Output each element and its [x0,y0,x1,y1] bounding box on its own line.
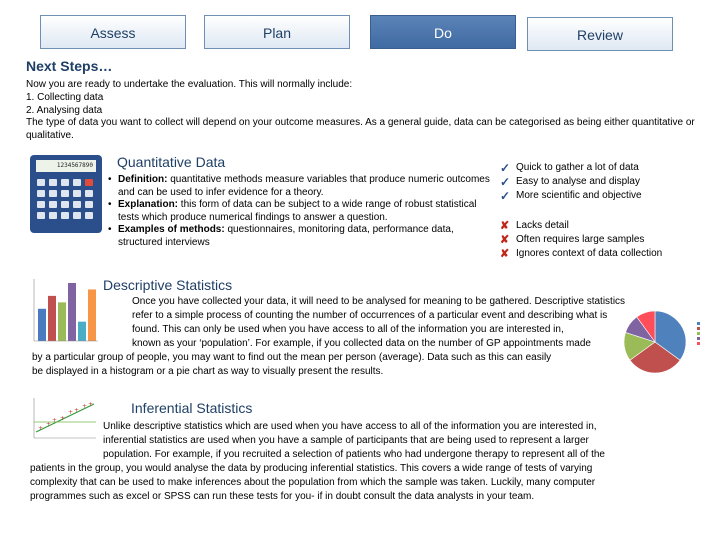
pie-legend-swatch [697,332,700,335]
calculator-key [73,212,81,219]
next-steps-title: Next Steps… [26,58,113,74]
bar [48,296,56,341]
calculator-key [49,212,57,219]
definition-label: Definition: [118,174,168,185]
calculator-key [49,190,57,197]
pie-legend-swatch [697,322,700,325]
pie-chart-illustration [621,298,713,382]
calculator-key [73,201,81,208]
inferential-line: complexity that can be used to make inferences about the population from which the sample was taken. Luckily, many computer [30,477,596,488]
tab-assess[interactable]: Assess [40,15,186,49]
descriptive-line: be displayed in a histogram or a pie chart as way to visually present the results. [32,366,384,377]
pie-legend-swatch [697,337,700,340]
calculator-key [85,201,93,208]
calculator-key [37,201,45,208]
scatter-point: + [88,401,94,408]
scatter-point: + [82,403,88,410]
calculator-key [49,201,57,208]
pro-text: More scientific and objective [516,190,642,201]
next-steps-intro [26,79,706,143]
calculator-key [85,179,93,186]
quantitative-list [106,174,491,250]
con-text: Lacks detail [516,220,569,231]
inferential-line: patients in the group, you would analyse the data by producing inferential statistics. This covers a wide range of tests of varying [30,463,593,474]
check-icon: ✓ [500,189,511,203]
descriptive-line: refer to a simple process of counting the number of occurrences of a particular event and describing what is [132,310,608,321]
calculator-key [61,201,69,208]
calculator-key [37,190,45,197]
pro-text: Easy to analyse and display [516,176,640,187]
scatter-plot-illustration [28,396,98,442]
step-analysing: 2. Analysing data [26,104,103,116]
calculator-icon [30,155,102,233]
pro-text: Quick to gather a lot of data [516,162,639,173]
con-text: Often requires large samples [516,234,645,245]
scatter-point: + [74,407,80,414]
inferential-line: programmes such as excel or SPSS can run these tests for you- if in doubt consult the data analysts in your team. [30,491,535,502]
bar [58,302,66,341]
calculator-key [61,190,69,197]
check-icon: ✓ [500,175,511,189]
calculator-key [85,190,93,197]
explanation-label: Explanation: [118,199,179,211]
calculator-key [61,212,69,219]
pie-legend-swatch [697,327,700,330]
calculator-display: 1234567890 [36,160,96,172]
quantitative-title: Quantitative Data [117,154,226,170]
cross-icon: ✘ [500,220,510,232]
list-item [106,174,491,199]
inferential-line: Unlike descriptive statistics which are used when you have access to all of the information you are interested in, [103,421,597,432]
step-collecting: 1. Collecting data [26,91,104,103]
bar-chart-illustration [28,277,98,345]
con-text: Ignores context of data collection [516,248,663,259]
check-icon: ✓ [500,161,511,175]
scatter-point: + [60,415,66,422]
scatter-point: + [68,409,74,416]
inferential-line: population. For example, if you recruited a selection of patients who had undergone therapy to represent all of the [103,449,605,460]
tab-review[interactable]: Review [527,17,673,51]
scatter-point: + [38,425,44,432]
intro-outro: The type of data you want to collect will depend on your outcome measures. As a general guide, data can be categorised as being either quantitative or qualitative. [26,117,695,142]
descriptive-title: Descriptive Statistics [103,277,233,293]
inferential-title: Inferential Statistics [131,400,253,416]
calculator-key [37,179,45,186]
tab-do[interactable]: Do [370,15,516,49]
bar [68,283,76,341]
calculator-key [73,179,81,186]
bar [38,309,46,341]
calculator-key [85,212,93,219]
calculator-key [37,212,45,219]
definition-text: quantitative methods measure variables that produce numeric outcomes and can be used to infer evidence for a theory. [118,174,490,198]
scatter-point: + [52,417,58,424]
cross-icon: ✘ [500,248,510,260]
bar [88,289,96,341]
pie-legend-swatch [697,342,700,345]
calculator-key [61,179,69,186]
cross-icon: ✘ [500,234,510,246]
examples-text: questionnaires, monitoring data, performance data, structured interviews [118,224,454,248]
list-item [106,224,491,249]
list-item [106,199,491,224]
explanation-text: this form of data can be subject to a wide range of robust statistical tests which produce numerical findings to answer a question. [118,199,477,223]
calculator-key [49,179,57,186]
descriptive-line: found. This can only be used when you have access to all of the information you are interested in, [132,324,564,335]
intro-line: Now you are ready to undertake the evaluation. This will normally include: [26,79,353,90]
descriptive-line: by a particular group of people, you may want to find out the mean per person (average). Data such as this can easily [32,352,552,363]
tab-plan[interactable]: Plan [204,15,350,49]
descriptive-line: Once you have collected your data, it will need to be analysed for meaning to be gathered. Descriptive statistics [132,296,626,307]
scatter-points [38,401,93,432]
inferential-line: inferential statistics are used when you have a sample of participants that are being used to represent a larger [103,435,589,446]
descriptive-line: known as your ‘population’. For example, if you collected data on the number of GP appointments made [132,338,591,349]
examples-label: Examples of methods: [118,224,225,236]
calculator-key [73,190,81,197]
bar [78,322,86,341]
scatter-point: + [46,421,52,428]
